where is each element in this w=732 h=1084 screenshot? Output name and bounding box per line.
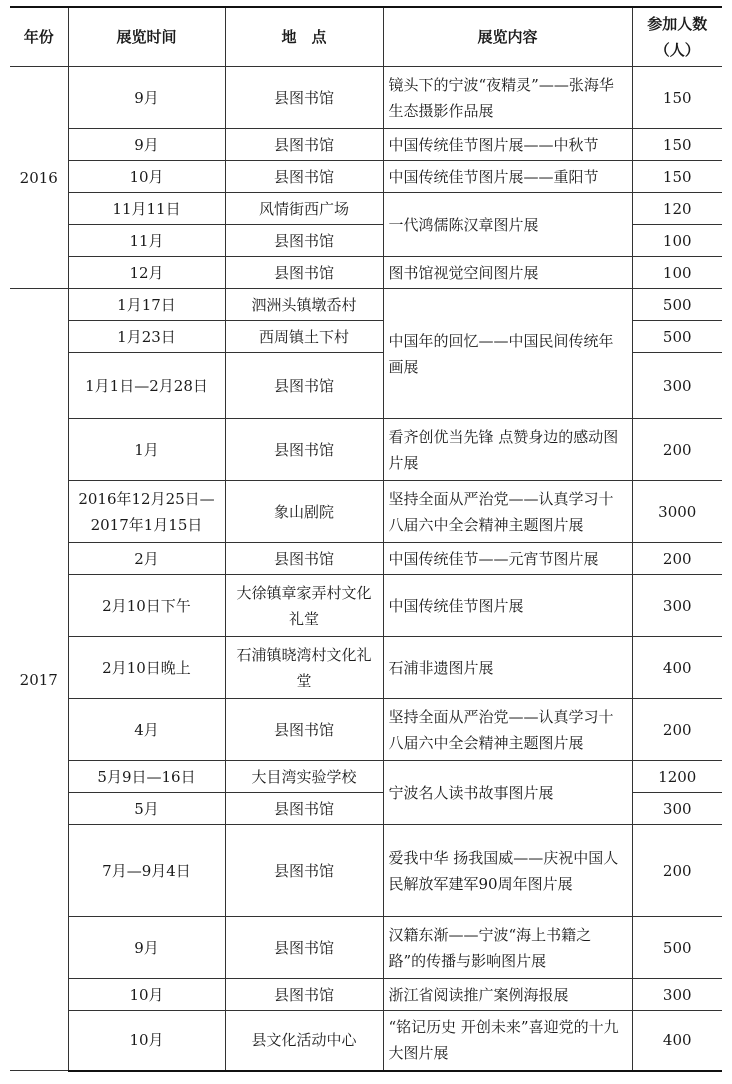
time-cell: 10月 xyxy=(68,161,225,193)
content-cell: 看齐创优当先锋 点赞身边的感动图片展 xyxy=(383,419,632,481)
count-cell: 300 xyxy=(632,793,722,825)
table-row xyxy=(10,979,722,1011)
count-cell: 100 xyxy=(632,225,722,257)
table-row xyxy=(10,637,722,699)
time-cell: 7月—9月4日 xyxy=(68,825,225,917)
content-cell: 中国传统佳节——元宵节图片展 xyxy=(383,543,632,575)
place-cell: 县文化活动中心 xyxy=(225,1011,383,1071)
content-cell: 汉籍东渐——宁波“海上书籍之路”的传播与影响图片展 xyxy=(383,917,632,979)
time-cell: 2月 xyxy=(68,543,225,575)
count-cell: 150 xyxy=(632,67,722,129)
exhibition-table xyxy=(10,6,722,1072)
count-cell: 500 xyxy=(632,289,722,321)
count-cell: 1200 xyxy=(632,761,722,793)
place-cell: 县图书馆 xyxy=(225,129,383,161)
time-cell: 4月 xyxy=(68,699,225,761)
place-cell: 大目湾实验学校 xyxy=(225,761,383,793)
count-cell: 300 xyxy=(632,979,722,1011)
count-cell: 200 xyxy=(632,419,722,481)
content-cell: 浙江省阅读推广案例海报展 xyxy=(383,979,632,1011)
time-cell: 1月23日 xyxy=(68,321,225,353)
place-cell: 县图书馆 xyxy=(225,543,383,575)
time-cell: 11月11日 xyxy=(68,193,225,225)
table-row xyxy=(10,257,722,289)
place-cell: 县图书馆 xyxy=(225,825,383,917)
time-cell: 9月 xyxy=(68,129,225,161)
time-cell: 1月17日 xyxy=(68,289,225,321)
count-cell: 200 xyxy=(632,543,722,575)
place-cell: 风情街西广场 xyxy=(225,193,383,225)
table-row xyxy=(10,161,722,193)
table-row xyxy=(10,543,722,575)
header-row xyxy=(10,7,722,67)
time-cell: 5月9日—16日 xyxy=(68,761,225,793)
place-cell: 大徐镇章家弄村文化礼堂 xyxy=(225,575,383,637)
place-cell: 泗洲头镇墩岙村 xyxy=(225,289,383,321)
count-cell: 200 xyxy=(632,825,722,917)
header-count: 参加人数 （人） xyxy=(632,7,722,67)
place-cell: 县图书馆 xyxy=(225,67,383,129)
content-cell: 中国传统佳节图片展——重阳节 xyxy=(383,161,632,193)
year-cell: 2017 xyxy=(10,289,68,1071)
count-cell: 500 xyxy=(632,917,722,979)
content-cell: 宁波名人读书故事图片展 xyxy=(383,761,632,825)
place-cell: 县图书馆 xyxy=(225,979,383,1011)
place-cell: 县图书馆 xyxy=(225,225,383,257)
table-row xyxy=(10,67,722,129)
table-row xyxy=(10,129,722,161)
time-cell: 9月 xyxy=(68,917,225,979)
count-cell: 300 xyxy=(632,353,722,419)
count-cell: 500 xyxy=(632,321,722,353)
place-cell: 石浦镇晓湾村文化礼堂 xyxy=(225,637,383,699)
count-cell: 400 xyxy=(632,1011,722,1071)
time-cell: 9月 xyxy=(68,67,225,129)
time-cell: 2月10日晚上 xyxy=(68,637,225,699)
table-row xyxy=(10,761,722,793)
content-cell: “铭记历史 开创未来”喜迎党的十九大图片展 xyxy=(383,1011,632,1071)
time-cell: 10月 xyxy=(68,1011,225,1071)
header-content: 展览内容 xyxy=(383,7,632,67)
place-cell: 县图书馆 xyxy=(225,353,383,419)
count-cell: 300 xyxy=(632,575,722,637)
place-cell: 西周镇土下村 xyxy=(225,321,383,353)
table-row xyxy=(10,1011,722,1071)
count-cell: 150 xyxy=(632,129,722,161)
place-cell: 县图书馆 xyxy=(225,257,383,289)
place-cell: 县图书馆 xyxy=(225,699,383,761)
content-cell: 中国传统佳节图片展 xyxy=(383,575,632,637)
table-row xyxy=(10,419,722,481)
header-year: 年份 xyxy=(10,7,68,67)
time-cell: 1月 xyxy=(68,419,225,481)
count-cell: 100 xyxy=(632,257,722,289)
content-cell: 图书馆视觉空间图片展 xyxy=(383,257,632,289)
time-cell: 10月 xyxy=(68,979,225,1011)
content-cell: 坚持全面从严治党——认真学习十八届六中全会精神主题图片展 xyxy=(383,699,632,761)
count-cell: 120 xyxy=(632,193,722,225)
time-cell: 2月10日下午 xyxy=(68,575,225,637)
time-cell: 2016年12月25日—2017年1月15日 xyxy=(68,481,225,543)
table-row xyxy=(10,917,722,979)
content-cell: 爱我中华 扬我国威——庆祝中国人民解放军建军90周年图片展 xyxy=(383,825,632,917)
count-cell: 3000 xyxy=(632,481,722,543)
content-cell: 石浦非遗图片展 xyxy=(383,637,632,699)
place-cell: 县图书馆 xyxy=(225,793,383,825)
header-time: 展览时间 xyxy=(68,7,225,67)
count-cell: 200 xyxy=(632,699,722,761)
table-row xyxy=(10,575,722,637)
content-cell: 中国传统佳节图片展——中秋节 xyxy=(383,129,632,161)
place-cell: 县图书馆 xyxy=(225,161,383,193)
time-cell: 12月 xyxy=(68,257,225,289)
table-row xyxy=(10,825,722,917)
table-row xyxy=(10,699,722,761)
place-cell: 县图书馆 xyxy=(225,419,383,481)
time-cell: 11月 xyxy=(68,225,225,257)
content-cell: 中国年的回忆——中国民间传统年画展 xyxy=(383,289,632,419)
header-place: 地 点 xyxy=(225,7,383,67)
content-cell: 镜头下的宁波“夜精灵”——张海华生态摄影作品展 xyxy=(383,67,632,129)
year-cell: 2016 xyxy=(10,67,68,289)
table-row xyxy=(10,193,722,225)
place-cell: 县图书馆 xyxy=(225,917,383,979)
time-cell: 1月1日—2月28日 xyxy=(68,353,225,419)
count-cell: 400 xyxy=(632,637,722,699)
content-cell: 坚持全面从严治党——认真学习十八届六中全会精神主题图片展 xyxy=(383,481,632,543)
table-row xyxy=(10,481,722,543)
count-cell: 150 xyxy=(632,161,722,193)
table-row xyxy=(10,289,722,321)
place-cell: 象山剧院 xyxy=(225,481,383,543)
content-cell: 一代鸿儒陈汉章图片展 xyxy=(383,193,632,257)
time-cell: 5月 xyxy=(68,793,225,825)
